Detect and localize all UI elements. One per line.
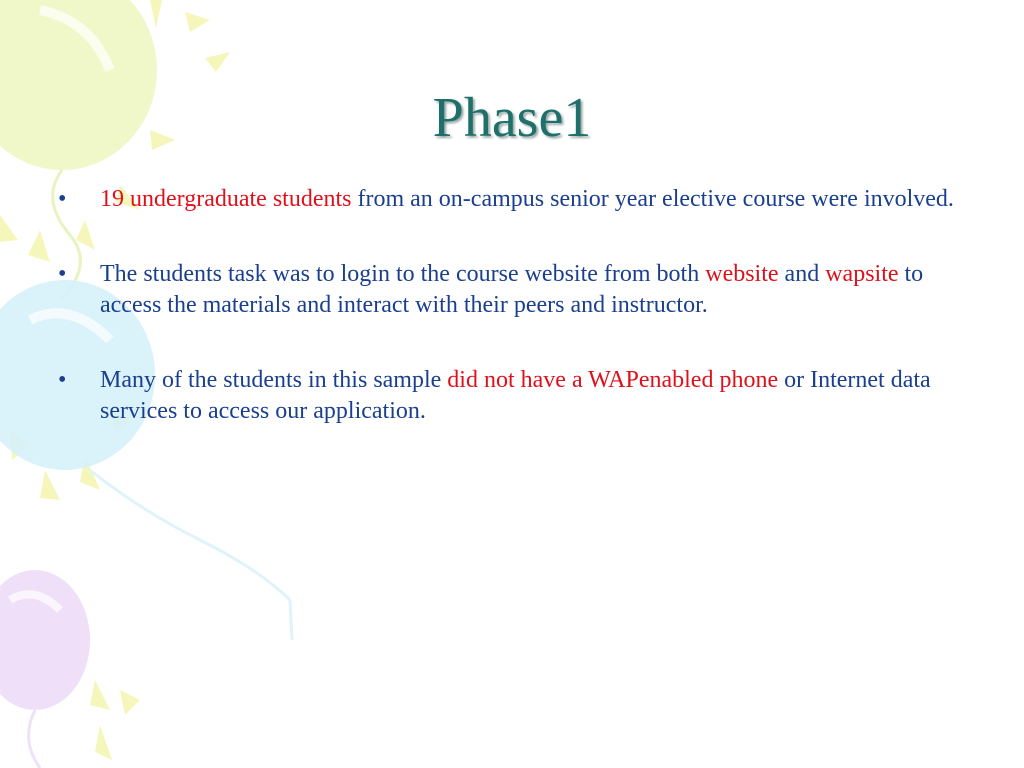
bullet-marker: • bbox=[58, 186, 67, 212]
body-text: Many of the students in this sample bbox=[100, 367, 448, 393]
bullet-marker: • bbox=[58, 367, 67, 393]
body-text: or Internet data services to access our application. bbox=[100, 367, 931, 424]
bullet-item bbox=[56, 184, 956, 215]
highlighted-text: website bbox=[705, 261, 779, 287]
bullet-item bbox=[56, 365, 956, 427]
bullet-item bbox=[56, 259, 956, 321]
slide-title: Phase1 bbox=[432, 87, 592, 149]
highlighted-text: did not have a WAPenabled phone bbox=[447, 367, 779, 393]
body-text: The students task was to login to the course website from both bbox=[100, 261, 706, 287]
bullet-list bbox=[56, 184, 956, 471]
highlighted-text: 19 undergraduate students bbox=[100, 186, 352, 212]
bullet-marker: • bbox=[58, 261, 67, 287]
purple-balloon-icon bbox=[0, 570, 90, 768]
lower-rays-icon bbox=[90, 680, 140, 760]
highlighted-text: wapsite bbox=[825, 261, 899, 287]
body-text: and bbox=[778, 261, 826, 287]
body-text: from an on-campus senior year elective course were involved. bbox=[351, 186, 954, 212]
body-text: to access the materials and interact with their peers and instructor. bbox=[100, 261, 924, 318]
